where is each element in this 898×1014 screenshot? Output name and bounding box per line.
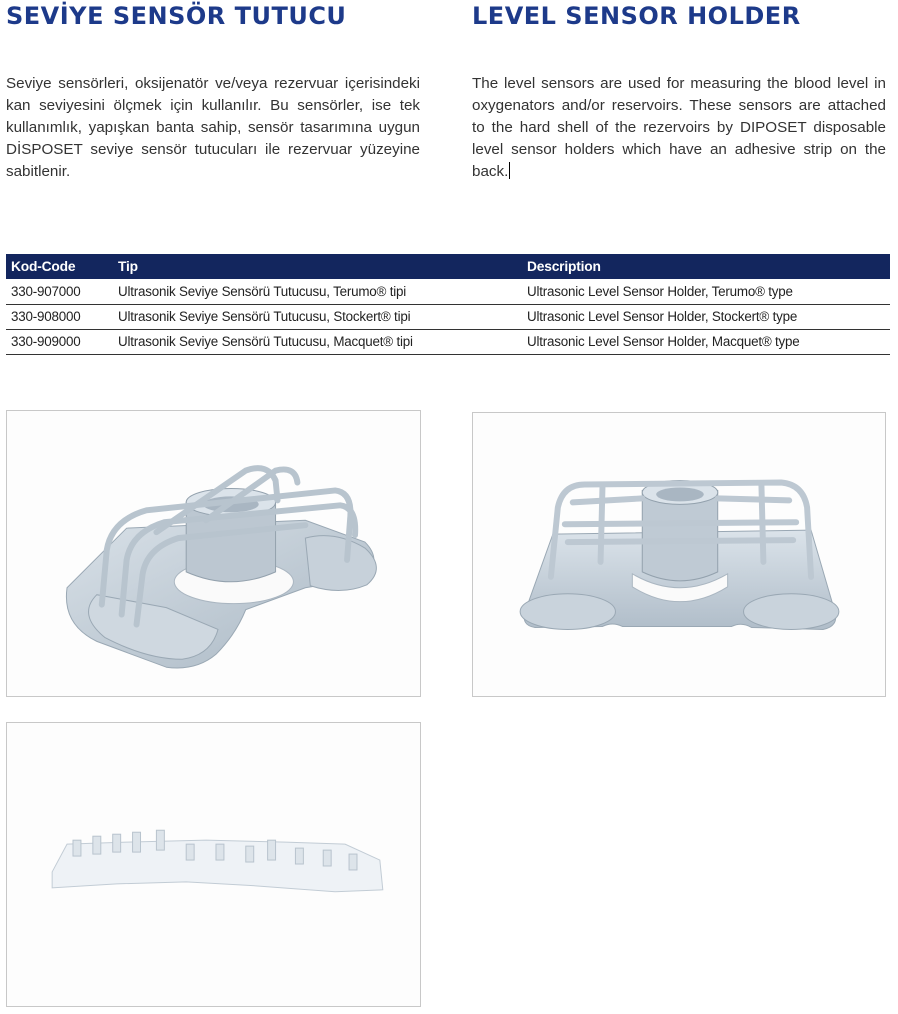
title-english: LEVEL SENSOR HOLDER bbox=[472, 2, 801, 30]
header-description: Description bbox=[522, 254, 890, 279]
cell-code: 330-909000 bbox=[6, 329, 113, 354]
cell-type: Ultrasonik Seviye Sensörü Tutucusu, Macquet® tipi bbox=[113, 329, 522, 354]
intro-english bbox=[472, 73, 886, 183]
cell-description: Ultrasonic Level Sensor Holder, Stockert® type bbox=[522, 304, 890, 329]
table-row bbox=[6, 329, 890, 354]
cell-description: Ultrasonic Level Sensor Holder, Macquet® type bbox=[522, 329, 890, 354]
table-row bbox=[6, 279, 890, 304]
title-turkish: SEVİYE SENSÖR TUTUCU bbox=[6, 2, 347, 30]
sensor-holder-angled-image bbox=[7, 411, 420, 696]
header-type: Tip bbox=[113, 254, 522, 279]
product-table bbox=[6, 254, 890, 355]
intro-turkish: Seviye sensörleri, oksijenatör ve/veya rezervuar içerisindeki kan seviyesini ölçmek için kullanılır. Bu sensörler, ise tek kullanımlık, yapışkan banta sahip, sensör tasarımına uygun DİSPOSET seviye sensör tutucuları ile rezervuar yüzeyine sabitlenir. bbox=[6, 75, 420, 180]
cell-type: Ultrasonik Seviye Sensörü Tutucusu, Terumo® tipi bbox=[113, 279, 522, 304]
product-photo-adhesive-strip bbox=[6, 722, 421, 1007]
header-code: Kod-Code bbox=[6, 254, 113, 279]
text-cursor bbox=[509, 162, 510, 179]
adhesive-strip-image bbox=[7, 723, 420, 1006]
table-row bbox=[6, 304, 890, 329]
cell-code: 330-907000 bbox=[6, 279, 113, 304]
intro-english-text: The level sensors are used for measuring the blood level in oxygenators and/or reservoirs. These sensors are attached to the hard shell of the rezervoirs by DIPOSET disposable level sensor holders which have an adhesive strip on the back. bbox=[472, 75, 886, 180]
sensor-holder-front-image bbox=[473, 413, 885, 696]
cell-description: Ultrasonic Level Sensor Holder, Terumo® type bbox=[522, 279, 890, 304]
product-photo-front bbox=[472, 412, 886, 697]
cell-code: 330-908000 bbox=[6, 304, 113, 329]
product-photo-angled bbox=[6, 410, 421, 697]
cell-type: Ultrasonik Seviye Sensörü Tutucusu, Stockert® tipi bbox=[113, 304, 522, 329]
table-header-row bbox=[6, 254, 890, 279]
